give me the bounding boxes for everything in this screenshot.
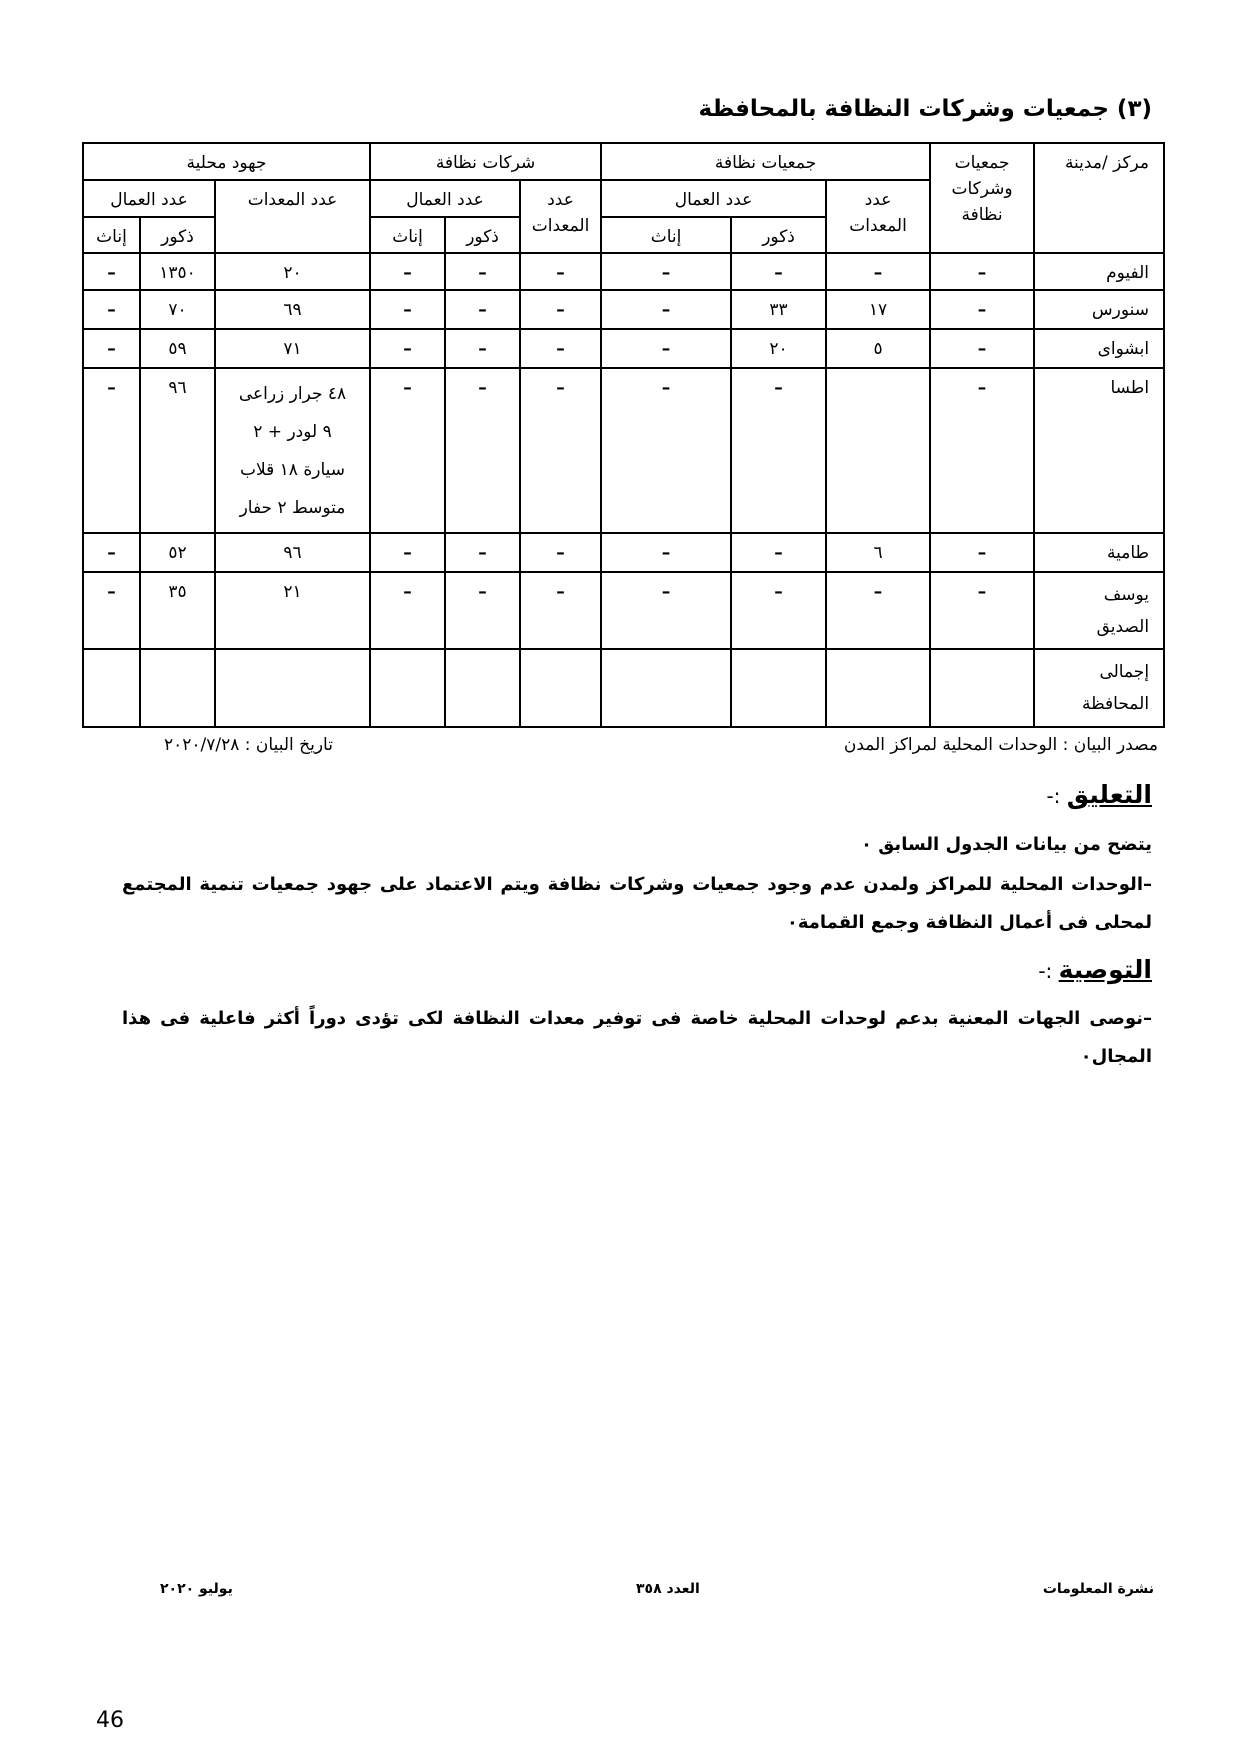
header-companies-males: ذكور (445, 217, 520, 254)
cell-assoc-companies: – (930, 572, 1034, 650)
cell-assoc-males: ٢٠ (731, 329, 826, 368)
cell-assoc-females: – (601, 290, 731, 329)
table-row (83, 253, 1164, 290)
cell-city: ابشواى (1034, 329, 1164, 368)
cell-assoc-equipment: ٦ (826, 533, 930, 572)
cell-local-females: – (83, 368, 140, 533)
cell-assoc-females: – (601, 572, 731, 650)
cell-companies-females: – (370, 253, 445, 290)
cell-companies-females: – (370, 533, 445, 572)
cell-local-equipment (215, 649, 370, 727)
cleaning-table (82, 142, 1165, 728)
cell-assoc-equipment (826, 368, 930, 533)
header-companies-females: إناث (370, 217, 445, 254)
cell-companies-equipment (520, 649, 601, 727)
cell-assoc-females: – (601, 253, 731, 290)
table-row (83, 290, 1164, 329)
cell-local-males: ٧٠ (140, 290, 215, 329)
cell-companies-equipment: – (520, 368, 601, 533)
cell-companies-females (370, 649, 445, 727)
cell-assoc-equipment: – (826, 572, 930, 650)
cell-assoc-equipment (826, 649, 930, 727)
cell-assoc-companies (930, 649, 1034, 727)
header-local-efforts: جهود محلية (83, 143, 370, 180)
cell-assoc-equipment: – (826, 253, 930, 290)
cell-assoc-companies: – (930, 290, 1034, 329)
cell-assoc-equipment: ١٧ (826, 290, 930, 329)
cell-local-males: ٥٩ (140, 329, 215, 368)
table-row (83, 329, 1164, 368)
cell-city: اطسا (1034, 368, 1164, 533)
cell-city: يوسف الصديق (1034, 572, 1164, 650)
header-local-equipment: عدد المعدات (215, 180, 370, 254)
cell-local-females: – (83, 572, 140, 650)
cell-city: الفيوم (1034, 253, 1164, 290)
cell-companies-males: – (445, 290, 520, 329)
cell-assoc-companies: – (930, 253, 1034, 290)
table-row (83, 368, 1164, 533)
cell-companies-females: – (370, 572, 445, 650)
cell-local-females: – (83, 329, 140, 368)
cell-local-equipment: ٩٦ (215, 533, 370, 572)
cell-local-females: – (83, 253, 140, 290)
cell-local-equipment: ٧١ (215, 329, 370, 368)
cell-companies-equipment: – (520, 572, 601, 650)
cell-companies-females: – (370, 368, 445, 533)
cell-companies-males: – (445, 533, 520, 572)
cell-assoc-females (601, 649, 731, 727)
cell-companies-equipment: – (520, 329, 601, 368)
cell-local-males: ٣٥ (140, 572, 215, 650)
data-date: تاريخ البيان : ٢٠٢٠/٧/٢٨ (164, 735, 333, 755)
page-title: (٣) جمعيات وشركات النظافة بالمحافظة (698, 96, 1152, 122)
cell-local-females: – (83, 533, 140, 572)
data-source: مصدر البيان : الوحدات المحلية لمراكز المدن (843, 735, 1158, 755)
cell-assoc-males: – (731, 572, 826, 650)
recommendation-heading: التوصية :- (1038, 955, 1152, 984)
cell-assoc-companies: – (930, 533, 1034, 572)
table-row (83, 649, 1164, 727)
cell-assoc-males: – (731, 253, 826, 290)
cell-companies-males: – (445, 253, 520, 290)
header-assoc-workers: عدد العمال (601, 180, 826, 217)
cell-assoc-equipment: ٥ (826, 329, 930, 368)
cell-local-males: ١٣٥٠ (140, 253, 215, 290)
header-assoc-males: ذكور (731, 217, 826, 254)
cell-companies-males: – (445, 572, 520, 650)
cell-local-males: ٩٦ (140, 368, 215, 533)
header-assoc-females: إناث (601, 217, 731, 254)
cell-companies-females: – (370, 329, 445, 368)
table-row (83, 533, 1164, 572)
header-assoc-companies: جمعيات وشركات نظافة (930, 143, 1034, 253)
header-local-workers: عدد العمال (83, 180, 215, 217)
cell-local-males: ٥٢ (140, 533, 215, 572)
cell-local-equipment: ٢١ (215, 572, 370, 650)
recommendation-text: –نوصى الجهات المعنية بدعم لوحدات المحلية خاصة فى توفير معدات النظافة لكى تؤدى دوراً أكثر فاعلية فى هذا المجال٠ (122, 1008, 1152, 1067)
cell-local-males (140, 649, 215, 727)
header-local-females: إناث (83, 217, 140, 254)
header-companies-workers: عدد العمال (370, 180, 520, 217)
cell-local-females: – (83, 290, 140, 329)
cell-assoc-females: – (601, 329, 731, 368)
cell-companies-females: – (370, 290, 445, 329)
comment-heading: التعليق :- (1046, 780, 1152, 809)
header-companies-equipment: عدد المعدات (520, 180, 601, 254)
header-local-males: ذكور (140, 217, 215, 254)
header-assoc-equipment: عدد المعدات (826, 180, 930, 254)
footer-month: يوليو ٢٠٢٠ (160, 1581, 233, 1597)
cell-local-equipment: ٢٠ (215, 253, 370, 290)
cell-assoc-males (731, 649, 826, 727)
cell-local-equipment: ٤٨ جرار زراعى ٩ لودر + ٢ سيارة ١٨ قلاب متوسط ٢ حفار (215, 368, 370, 533)
cell-companies-equipment: – (520, 253, 601, 290)
footer-publication: نشرة المعلومات (1042, 1581, 1154, 1597)
table-row (83, 572, 1164, 650)
cell-assoc-males: ٣٣ (731, 290, 826, 329)
cell-companies-males (445, 649, 520, 727)
comment-intro: يتضح من بيانات الجدول السابق ٠ (860, 834, 1152, 855)
header-cleaning-companies: شركات نظافة (370, 143, 601, 180)
cell-companies-males: – (445, 329, 520, 368)
cell-companies-equipment: – (520, 533, 601, 572)
footer-issue: العدد ٣٥٨ (636, 1581, 700, 1597)
header-city: مركز /مدينة (1034, 143, 1164, 253)
cell-city: سنورس (1034, 290, 1164, 329)
cell-local-females (83, 649, 140, 727)
cell-local-equipment: ٦٩ (215, 290, 370, 329)
cell-companies-males: – (445, 368, 520, 533)
cell-assoc-males: – (731, 368, 826, 533)
cell-companies-equipment: – (520, 290, 601, 329)
comment-text: –الوحدات المحلية للمراكز ولمدن عدم وجود جمعيات وشركات نظافة ويتم الاعتماد على جهود جمعيات تنمية المجتمع لمحلى فى أعمال النظافة وجمع القمامة٠ (122, 874, 1152, 933)
cell-city: إجمالى المحافظة (1034, 649, 1164, 727)
cell-assoc-companies: – (930, 368, 1034, 533)
cell-assoc-females: – (601, 368, 731, 533)
page-number: 46 (96, 1708, 124, 1733)
cell-city: طامية (1034, 533, 1164, 572)
cell-assoc-males: – (731, 533, 826, 572)
cell-assoc-companies: – (930, 329, 1034, 368)
cell-assoc-females: – (601, 533, 731, 572)
header-cleaning-associations: جمعيات نظافة (601, 143, 930, 180)
